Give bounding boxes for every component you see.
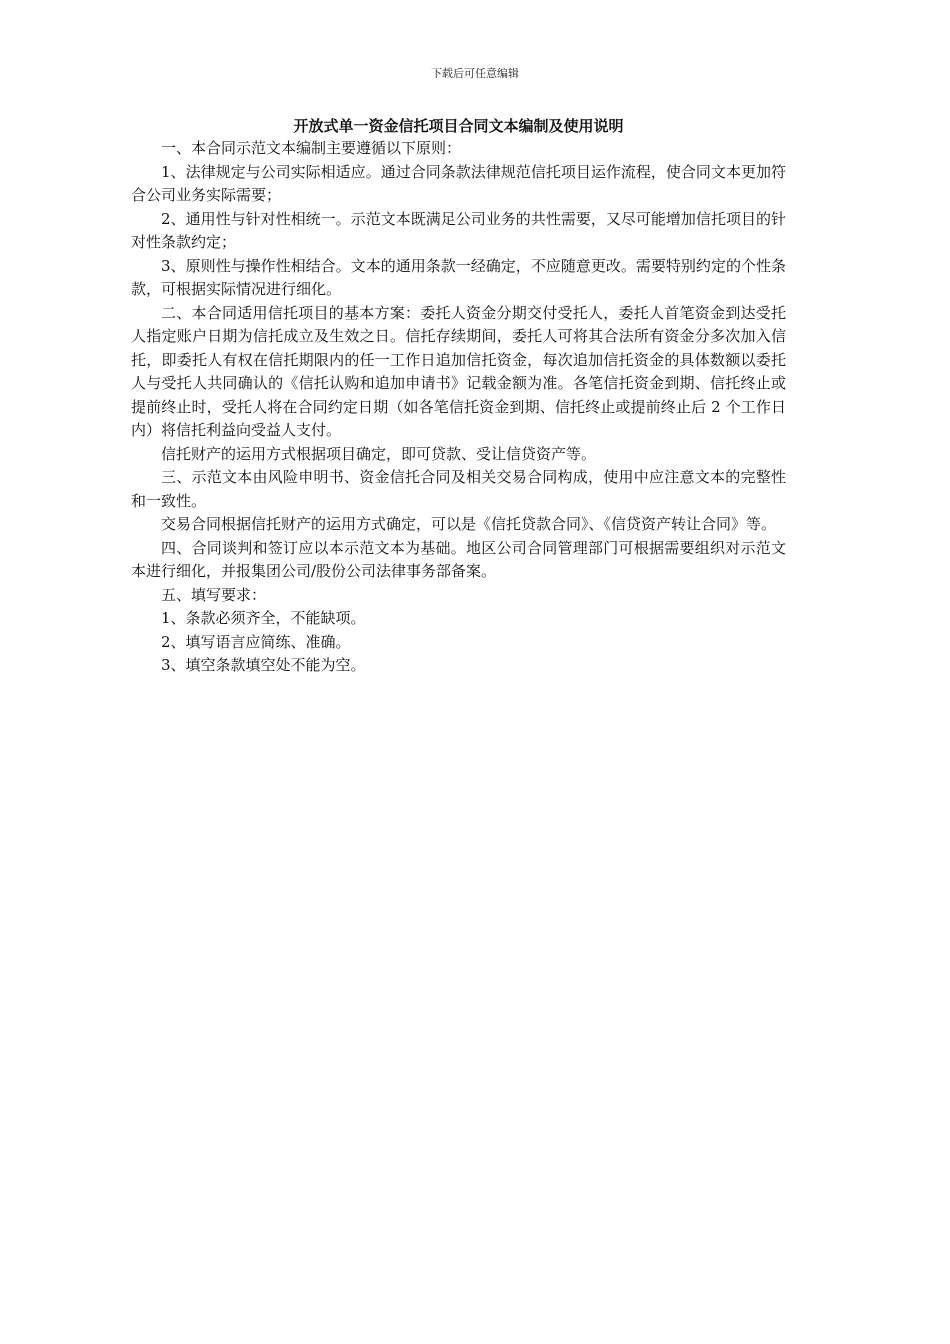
paragraph-section-3: 三、示范文本由风险申明书、资金信托合同及相关交易合同构成，使用中应注意文本的完整性和一致性。: [131, 468, 786, 510]
paragraph-section-4: 四、合同谈判和签订应以本示范文本为基础。地区公司合同管理部门可根据需要组织对示范文本进行细化，并报集团公司/股份公司法律事务部备案。: [131, 538, 786, 580]
paragraph-section-5-heading: 五、填写要求：: [161, 585, 267, 604]
document-title: 开放式单一资金信托项目合同文本编制及使用说明: [293, 117, 624, 135]
paragraph-principle-3: 3、原则性与操作性相结合。文本的通用条款一经确定，不应随意更改。需要特别约定的个性条款，可根据实际情况进行细化。: [131, 256, 786, 298]
paragraph-usage: 信托财产的运用方式根据项目确定，即可贷款、受让信贷资产等。: [161, 444, 597, 463]
paragraph-requirement-3: 3、填空条款填空处不能为空。: [161, 656, 366, 674]
paragraph-principle-2: 2、通用性与针对性相统一。示范文本既满足公司业务的共性需要，又尽可能增加信托项目的针对性条款约定；: [131, 209, 786, 251]
paragraph-requirement-1: 1、条款必须齐全，不能缺项。: [161, 609, 366, 627]
document-body: [131, 137, 786, 678]
paragraph-transaction-contract: 交易合同根据信托财产的运用方式确定，可以是《信托贷款合同》、《信贷资产转让合同》等。: [161, 515, 777, 533]
header-note: 下载后可任意编辑: [431, 67, 519, 80]
paragraph-principle-1: 1、法律规定与公司实际相适应。通过合同条款法律规范信托项目运作流程，使合同文本更加符合公司业务实际需要；: [131, 162, 786, 204]
paragraph-requirement-2: 2、填写语言应简练、准确。: [161, 632, 351, 651]
paragraph-section-1-heading: 一、本合同示范文本编制主要遵循以下原则：: [161, 139, 462, 157]
paragraph-section-2: 二、本合同适用信托项目的基本方案：委托人资金分期交付受托人，委托人首笔资金到达受托人指定账户日期为信托成立及生效之日。信托存续期间，委托人可将其合法所有资金分多次加入信托，即委托人有权在信托期限内的任一工作日追加信托资金，每次追加信托资金的具体数额以委托人与受托人共同确认的《信托认购和追加申请书》记载金额为准。各笔信托资金到期、信托终止或提前终止时，受托人将在合同约定日期（如各笔信托资金到期、信托终止或提前终止后 2 个工作日内）将信托利益向受益人支付。: [131, 303, 786, 439]
